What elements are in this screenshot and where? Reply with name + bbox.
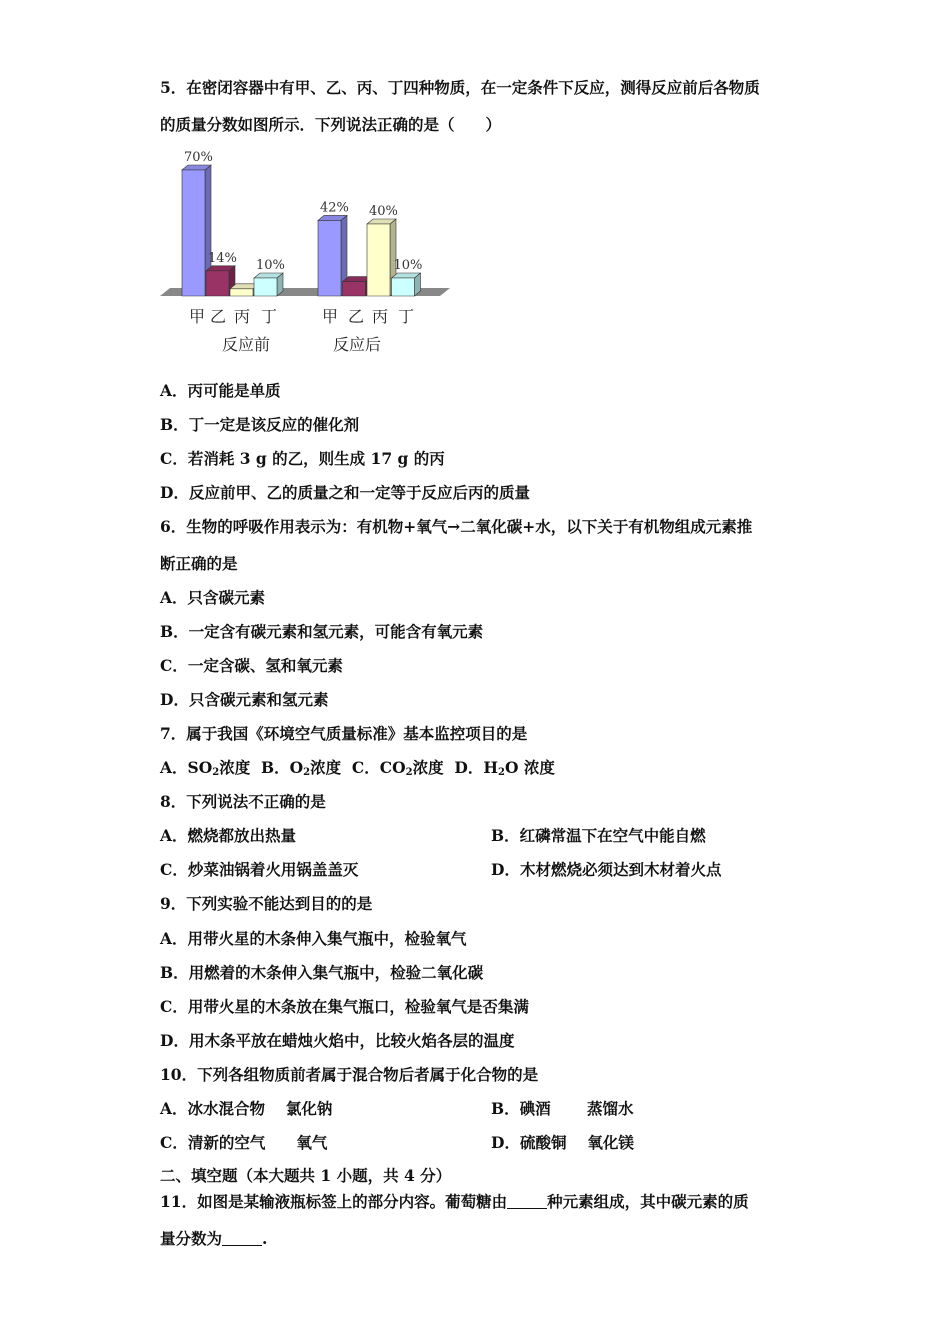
q10-option-c: C．清新的空气 氧气 xyxy=(160,1133,328,1152)
bar-after-2 xyxy=(367,224,390,296)
q11-line1: 11．如图是某输液瓶标签上的部分内容。葡萄糖由 种元素组成，其中碳元素的质 xyxy=(160,1192,749,1211)
q5-stem-line2: 的质量分数如图所示．下列说法正确的是（ ） xyxy=(160,115,502,134)
bar-after-2-label: 40% xyxy=(369,204,398,219)
q11-blank-1[interactable] xyxy=(507,1194,547,1209)
bar-after-0 xyxy=(318,220,341,296)
xlabel-before: 反应前 xyxy=(222,335,271,354)
q11-blank-2[interactable] xyxy=(222,1231,262,1246)
q7-option-d: D．$H_2O$ 浓度 xyxy=(454,758,555,778)
tick-after-bing: 丙 xyxy=(372,307,389,326)
bar-before-3 xyxy=(254,278,277,296)
q8-option-a: A．燃烧都放出热量 xyxy=(160,826,297,845)
q10-stem: 10．下列各组物质前者属于混合物后者属于化合物的是 xyxy=(160,1065,539,1084)
bar-before-1 xyxy=(206,271,229,296)
q7-option-b: B．$O_2$浓度 xyxy=(261,758,342,778)
tick-after-jia: 甲 xyxy=(322,307,339,326)
bar-after-1 xyxy=(343,282,366,296)
bar-after-3 xyxy=(392,278,415,296)
bar-before-3-label: 10% xyxy=(256,258,285,273)
q5-option-b: B．丁一定是该反应的催化剂 xyxy=(160,415,360,434)
tick-before-ding: 丁 xyxy=(261,307,278,326)
bar-before-0-label: 70% xyxy=(184,150,213,165)
q6-stem-line1: 6．生物的呼吸作用表示为：有机物+氧气→二氧化碳+水，以下关于有机物组成元素推 xyxy=(160,517,753,536)
q7-option-a: A．$SO_2$浓度 xyxy=(160,758,251,778)
q6-option-d: D．只含碳元素和氢元素 xyxy=(160,690,329,709)
q8-option-c: C．炒菜油锅着火用锅盖盖灭 xyxy=(160,860,359,879)
q7-options xyxy=(160,758,555,783)
tick-before-jia: 甲 xyxy=(189,307,206,326)
q11-line2: 量分数为 . xyxy=(160,1229,268,1248)
q5-option-d: D．反应前甲、乙的质量之和一定等于反应后丙的质量 xyxy=(160,483,530,502)
q7-option-c: C．$CO_2$浓度 xyxy=(351,758,444,778)
q10-option-b: B．碘酒 蒸馏水 xyxy=(491,1099,634,1118)
q5-option-a: A．丙可能是单质 xyxy=(160,381,281,400)
bar-before-1-label: 14% xyxy=(208,250,237,266)
q7-stem: 7．属于我国《环境空气质量标准》基本监控项目的是 xyxy=(160,724,528,743)
tick-after-yi: 乙 xyxy=(348,307,365,326)
q9-option-a: A．用带火星的木条伸入集气瓶中，检验氧气 xyxy=(160,929,467,948)
q6-option-b: B．一定含有碳元素和氢元素，可能含有氧元素 xyxy=(160,622,484,641)
q8-option-d: D．木材燃烧必须达到木材着火点 xyxy=(491,860,722,879)
section-heading: 二、填空题（本大题共 1 小题，共 4 分） xyxy=(160,1166,452,1185)
q5-stem-line1: 5．在密闭容器中有甲、乙、丙、丁四种物质，在一定条件下反应，测得反应前后各物质 xyxy=(160,78,760,97)
q8-stem: 8．下列说法不正确的是 xyxy=(160,792,326,811)
mass-fraction-chart xyxy=(158,140,458,360)
tick-before-bing: 丙 xyxy=(234,307,251,326)
q10-option-a: A．冰水混合物 氯化钠 xyxy=(160,1099,333,1118)
q10-option-d: D．硫酸铜 氧化镁 xyxy=(491,1133,634,1152)
tick-after-ding: 丁 xyxy=(398,307,415,326)
q8-option-b: B．红磷常温下在空气中能自燃 xyxy=(491,826,706,845)
q6-stem-line2: 断正确的是 xyxy=(160,554,238,573)
q9-stem: 9．下列实验不能达到目的的是 xyxy=(160,894,373,913)
bar-after-0-label: 42% xyxy=(320,200,349,216)
q9-option-d: D．用木条平放在蜡烛火焰中，比较火焰各层的温度 xyxy=(160,1031,515,1050)
q9-option-c: C．用带火星的木条放在集气瓶口，检验氧气是否集满 xyxy=(160,997,529,1016)
xlabel-after: 反应后 xyxy=(333,335,382,354)
q6-option-c: C．一定含碳、氢和氧元素 xyxy=(160,656,343,675)
bar-before-0 xyxy=(182,170,205,296)
bar-before-2 xyxy=(230,289,253,296)
q9-option-b: B．用燃着的木条伸入集气瓶中，检验二氧化碳 xyxy=(160,963,484,982)
q5-option-c: C．若消耗 3 g 的乙，则生成 17 g 的丙 xyxy=(160,449,445,468)
bar-after-3-label: 10% xyxy=(393,258,423,273)
tick-before-yi: 乙 xyxy=(210,307,227,326)
q6-option-a: A．只含碳元素 xyxy=(160,588,266,607)
